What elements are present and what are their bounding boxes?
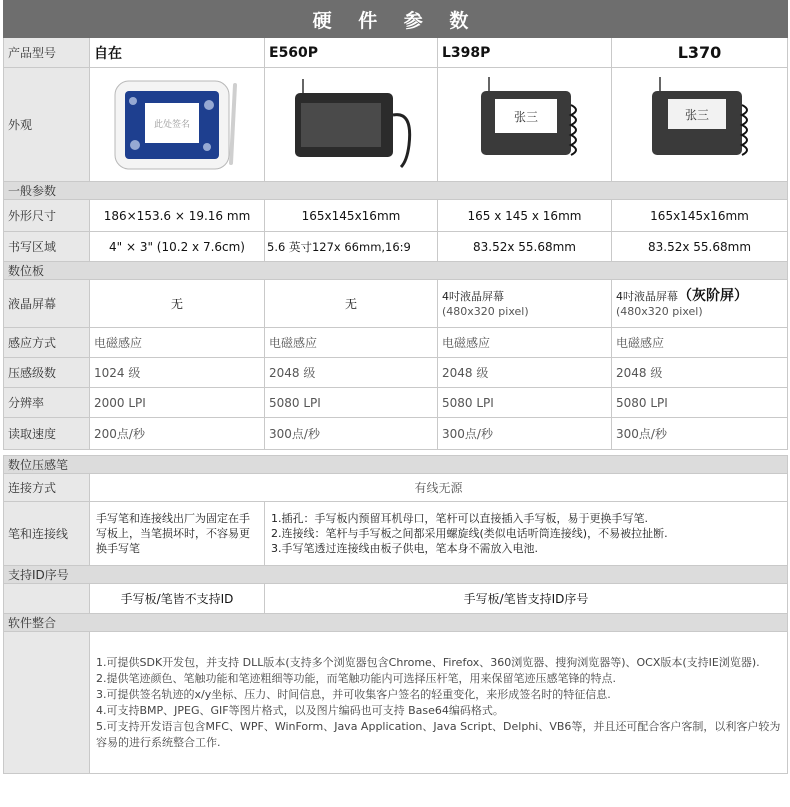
screen-text: 此处签名 [153,119,191,130]
product-image-e560p [265,68,438,182]
software-item: 1.可提供SDK开发包，并支持 DLL版本(支持多个浏览器包含Chrome、Firefox、360浏览器、搜狗浏览器等)、OCX版本(支持IE浏览器). [96,655,760,669]
label-pressure: 压感级数 [4,358,90,388]
lcd-value [438,280,612,328]
area-value: 83.52x 55.68mm [438,232,612,262]
id-support-others: 手写板/笔皆支持ID序号 [265,584,788,614]
screen-text: 张三 [684,107,709,122]
sensing-value: 电磁感应 [265,328,438,358]
lcd-value: 无 [265,280,438,328]
speed-value: 300点/秒 [612,418,788,450]
lcd-value [612,280,788,328]
size-value: 165x145x16mm [265,200,438,232]
model-name: 自在 [90,38,265,68]
pressure-value: 2048 级 [265,358,438,388]
model-name: L398P [438,38,612,68]
label-speed: 读取速度 [4,418,90,450]
speed-value: 300点/秒 [265,418,438,450]
label-area: 书写区域 [4,232,90,262]
model-name: E560P [265,38,438,68]
pen-link-line: 2.连接线：笔杆与手写板之间都采用螺旋线(类似电话听筒连接线)，不易被拉扯断. [271,527,668,540]
software-item: 5.可支持开发语言包含MFC、WPF、WinForm、Java Application、Java Script、Delphi、VB6等，并且还可配合客户客制，以利客户较为容易的进行系统整合工作. [96,719,781,749]
lcd-title: 4吋液晶屏幕 [616,289,678,303]
size-value: 186×153.6 × 19.16 mm [90,200,265,232]
label-appearance: 外观 [4,68,90,182]
sensing-value: 电磁感应 [438,328,612,358]
label-sensing: 感应方式 [4,328,90,358]
lcd-value: 无 [90,280,265,328]
lcd-grayscale-note: （灰阶屏） [678,287,748,304]
section-general: 一般参数 [4,182,788,200]
section-id: 支持ID序号 [4,566,788,584]
label-lcd: 液晶屏幕 [4,280,90,328]
section-pen: 数位压感笔 [4,456,788,474]
model-name: L370 [612,38,788,68]
speed-value: 300点/秒 [438,418,612,450]
section-tablet: 数位板 [4,262,788,280]
label-connection: 连接方式 [4,474,90,502]
product-image-l370 [612,68,788,182]
label-size: 外形尺寸 [4,200,90,232]
size-value: 165 x 145 x 16mm [438,200,612,232]
pen-link-line: 1.插孔：手写板内预留耳机母口，笔杆可以直接插入手写板，易于更换手写笔. [271,512,648,525]
software-list [90,632,788,774]
sensing-value: 电磁感应 [612,328,788,358]
software-item: 3.可提供签名轨迹的x/y坐标、压力、时间信息，并可收集客户签名的轻重变化，来形成签名时的特征信息. [96,687,611,701]
pen-link-first: 手写笔和连接线出厂为固定在手写板上，当笔损坏时，不容易更换手写笔 [90,502,265,566]
resolution-value: 5080 LPI [265,388,438,418]
software-item: 2.提供笔迹颜色、笔触功能和笔迹粗细等功能，而笔触功能内可选择压杆笔，用来保留笔迹压感笔锋的特点. [96,671,616,685]
section-software: 软件整合 [4,614,788,632]
lcd-resolution: (480x320 pixel) [616,304,703,318]
resolution-value: 2000 LPI [90,388,265,418]
resolution-value: 5080 LPI [612,388,788,418]
lcd-title: 4吋液晶屏幕 [442,289,504,303]
id-support-first: 手写板/笔皆不支持ID [90,584,265,614]
pressure-value: 2048 级 [612,358,788,388]
label-resolution: 分辨率 [4,388,90,418]
label-pen-link: 笔和连接线 [4,502,90,566]
screen-text: 张三 [513,109,538,124]
size-value: 165x145x16mm [612,200,788,232]
product-image-zizai [90,68,265,182]
product-image-l398p [438,68,612,182]
resolution-value: 5080 LPI [438,388,612,418]
label-model: 产品型号 [4,38,90,68]
speed-value: 200点/秒 [90,418,265,450]
area-value: 4" × 3" (10.2 x 7.6cm) [90,232,265,262]
area-value: 83.52x 55.68mm [612,232,788,262]
hardware-spec-table [3,0,788,774]
area-value: 5.6 英寸127x 66mm,16:9 [265,232,438,262]
pen-link-others [265,502,788,566]
page-title: 硬 件 参 数 [4,1,788,38]
software-item: 4.可支持BMP、JPEG、GIF等图片格式，以及图片编码也可支持 Base64编码格式。 [96,703,504,717]
lcd-resolution: (480x320 pixel) [442,304,529,318]
connection-value: 有线无源 [90,474,788,502]
pressure-value: 2048 级 [438,358,612,388]
pressure-value: 1024 级 [90,358,265,388]
sensing-value: 电磁感应 [90,328,265,358]
pen-link-line: 3.手写笔透过连接线由板子供电，笔本身不需放入电池. [271,542,538,555]
